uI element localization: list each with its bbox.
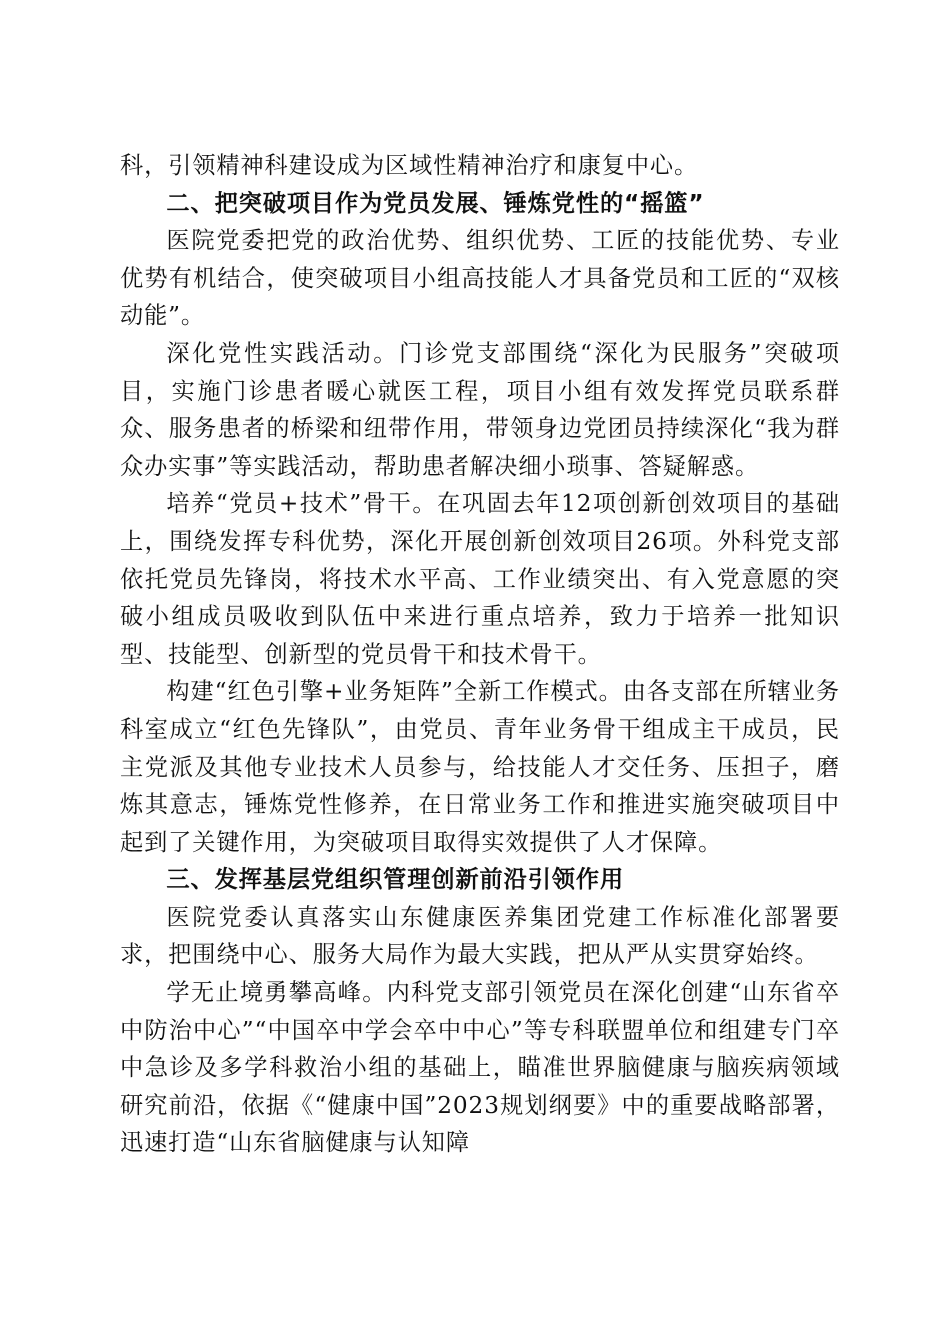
body-paragraph: 构建“红色引擎+业务矩阵”全新工作模式。由各支部在所辖业务科室成立“红色先锋队”，由党员、青年业务骨干组成主干成员，民主党派及其他专业技术人员参与，给技能人才交任务、压担子，磨炼其意志，锤炼党性修养，在日常业务工作和推进实施突破项目中起到了关键作用，为突破项目取得实效提供了人才保障。 bbox=[120, 678, 840, 856]
section-heading-2: 二、把突破项目作为党员发展、锤炼党性的“摇篮” bbox=[166, 189, 705, 217]
body-paragraph: 深化党性实践活动。门诊党支部围绕“深化为民服务”突破项目，实施门诊患者暖心就医工程，项目小组有效发挥党员联系群众、服务患者的桥梁和纽带作用，带领身边党团员持续深化“我为群众办实事”等实践活动，帮助患者解决细小琐事、答疑解惑。 bbox=[120, 339, 840, 480]
body-paragraph: 培养“党员+技术”骨干。在巩固去年12项创新创效项目的基础上，围绕发挥专科优势，深化开展创新创效项目26项。外科党支部依托党员先锋岗，将技术水平高、工作业绩突出、有入党意愿的突破小组成员吸收到队伍中来进行重点培养，致力于培养一批知识型、技能型、创新型的党员骨干和技术骨干。 bbox=[120, 490, 840, 668]
continuation-paragraph: 科，引领精神科建设成为区域性精神治疗和康复中心。 bbox=[120, 152, 699, 179]
body-paragraph: 医院党委把党的政治优势、组织优势、工匠的技能优势、专业优势有机结合，使突破项目小组高技能人才具备党员和工匠的“双核动能”。 bbox=[120, 227, 840, 330]
section-heading-3: 三、发挥基层党组织管理创新前沿引领作用 bbox=[166, 866, 625, 894]
document-body bbox=[120, 147, 840, 1162]
body-paragraph: 医院党委认真落实山东健康医养集团党建工作标准化部署要求，把围绕中心、服务大局作为最大实践，把从严从实贯穿始终。 bbox=[120, 903, 840, 969]
body-paragraph: 学无止境勇攀高峰。内科党支部引领党员在深化创建“山东省卒中防治中心”“中国卒中学会卒中中心”等专科联盟单位和组建专门卒中急诊及多学科救治小组的基础上，瞄准世界脑健康与脑疾病领域研究前沿，依据《“健康中国”2023规划纲要》中的重要战略部署，迅速打造“山东省脑健康与认知障 bbox=[120, 979, 840, 1157]
